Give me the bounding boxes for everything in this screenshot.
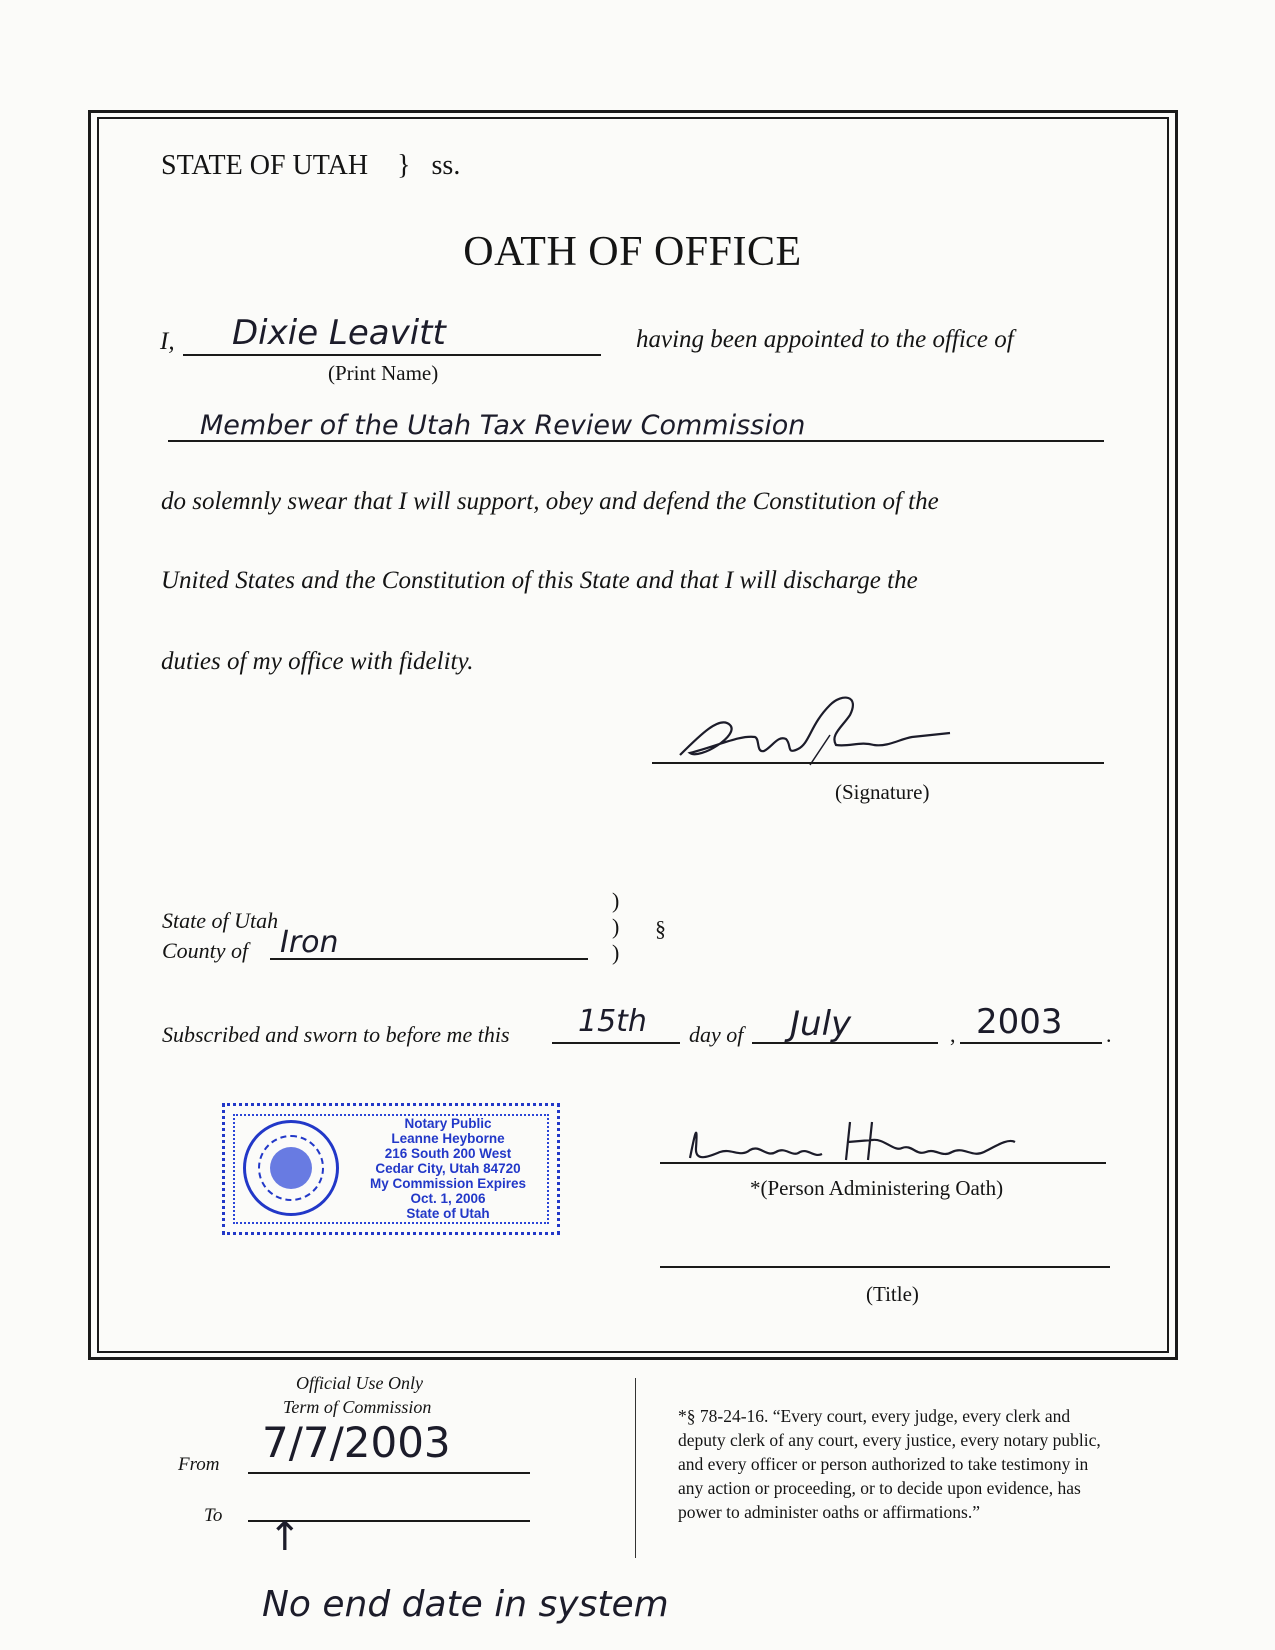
from-line xyxy=(248,1472,530,1474)
venue-paren-3: ) xyxy=(612,940,620,965)
stamp-line: My Commission Expires xyxy=(369,1176,527,1191)
oath-body-line-3: duties of my office with fidelity. xyxy=(161,648,474,675)
term-heading: Term of Commission xyxy=(283,1397,432,1417)
venue-paren-2: ) xyxy=(612,914,620,939)
administering-caption: *(Person Administering Oath) xyxy=(750,1176,1004,1200)
oath-body-line-2: United States and the Constitution of this State and that I will discharge the xyxy=(161,567,918,594)
comma: , xyxy=(950,1022,956,1047)
venue-paren-1: ) xyxy=(612,888,620,913)
stamp-text xyxy=(353,1116,543,1221)
oath-prefix: I, xyxy=(160,328,175,355)
day-of-label: day of xyxy=(689,1022,744,1047)
stamp-line: 216 South 200 West xyxy=(384,1146,512,1161)
statute-line: *§ 78-24-16. “Every court, every judge, every clerk and xyxy=(678,1406,1071,1426)
title-caption: (Title) xyxy=(866,1282,919,1306)
sworn-prefix: Subscribed and sworn to before me this xyxy=(162,1022,510,1047)
section-symbol: § xyxy=(655,916,666,941)
state-header xyxy=(161,150,460,182)
title-line xyxy=(660,1266,1110,1268)
oath-signature xyxy=(660,675,960,785)
day-line xyxy=(552,1042,680,1044)
administering-line xyxy=(660,1162,1106,1164)
period: . xyxy=(1106,1022,1112,1047)
venue-county-label: County of xyxy=(162,938,249,963)
notary-stamp xyxy=(222,1103,560,1235)
from-label: From xyxy=(178,1454,220,1475)
handwritten-county: Iron xyxy=(280,925,339,960)
appointed-text: having been appointed to the office of xyxy=(636,326,1014,353)
handwritten-from-date: 7/7/2003 xyxy=(262,1418,451,1467)
handwritten-year: 2003 xyxy=(976,1002,1063,1042)
stamp-line: Cedar City, Utah 84720 xyxy=(375,1161,521,1176)
ss-label: ss. xyxy=(431,150,461,181)
stamp-line: State of Utah xyxy=(406,1206,490,1221)
document-title: OATH OF OFFICE xyxy=(463,229,802,275)
administering-signature xyxy=(680,1108,1020,1178)
to-label: To xyxy=(204,1505,223,1526)
handwritten-office: Member of the Utah Tax Review Commission xyxy=(200,410,806,441)
stamp-line: Oct. 1, 2006 xyxy=(410,1191,486,1206)
arrow-icon: ↑ xyxy=(268,1514,302,1560)
statute-note xyxy=(678,1404,1198,1524)
official-use-heading: Official Use Only xyxy=(296,1373,423,1393)
statute-line: any action or proceeding, or to decide upon evidence, has xyxy=(678,1478,1081,1498)
stamp-line: Notary Public xyxy=(404,1116,492,1131)
signature-line xyxy=(652,762,1104,764)
year-line xyxy=(960,1042,1102,1044)
stamp-line: Leanne Heyborne xyxy=(391,1131,505,1146)
statute-line: power to administer oaths or affirmations.” xyxy=(678,1502,980,1522)
signature-caption: (Signature) xyxy=(835,780,930,804)
handwritten-name: Dixie Leavitt xyxy=(232,313,446,353)
state-name: STATE OF UTAH xyxy=(161,150,369,181)
footer-divider xyxy=(635,1378,636,1558)
name-line xyxy=(183,354,601,356)
venue-state-label: State of Utah xyxy=(162,908,279,933)
brace: } xyxy=(397,150,411,181)
statute-line: and every officer or person authorized to take testimony in xyxy=(678,1454,1089,1474)
handwritten-day: 15th xyxy=(578,1004,647,1039)
print-name-caption: (Print Name) xyxy=(328,361,439,385)
statute-line: deputy clerk of any court, every justice, every notary public, xyxy=(678,1430,1101,1450)
oath-body-line-1: do solemnly swear that I will support, obey and defend the Constitution of the xyxy=(161,488,939,515)
state-seal-icon xyxy=(243,1120,339,1216)
handwritten-month: July xyxy=(790,1004,852,1044)
handwritten-note: No end date in system xyxy=(262,1584,669,1625)
